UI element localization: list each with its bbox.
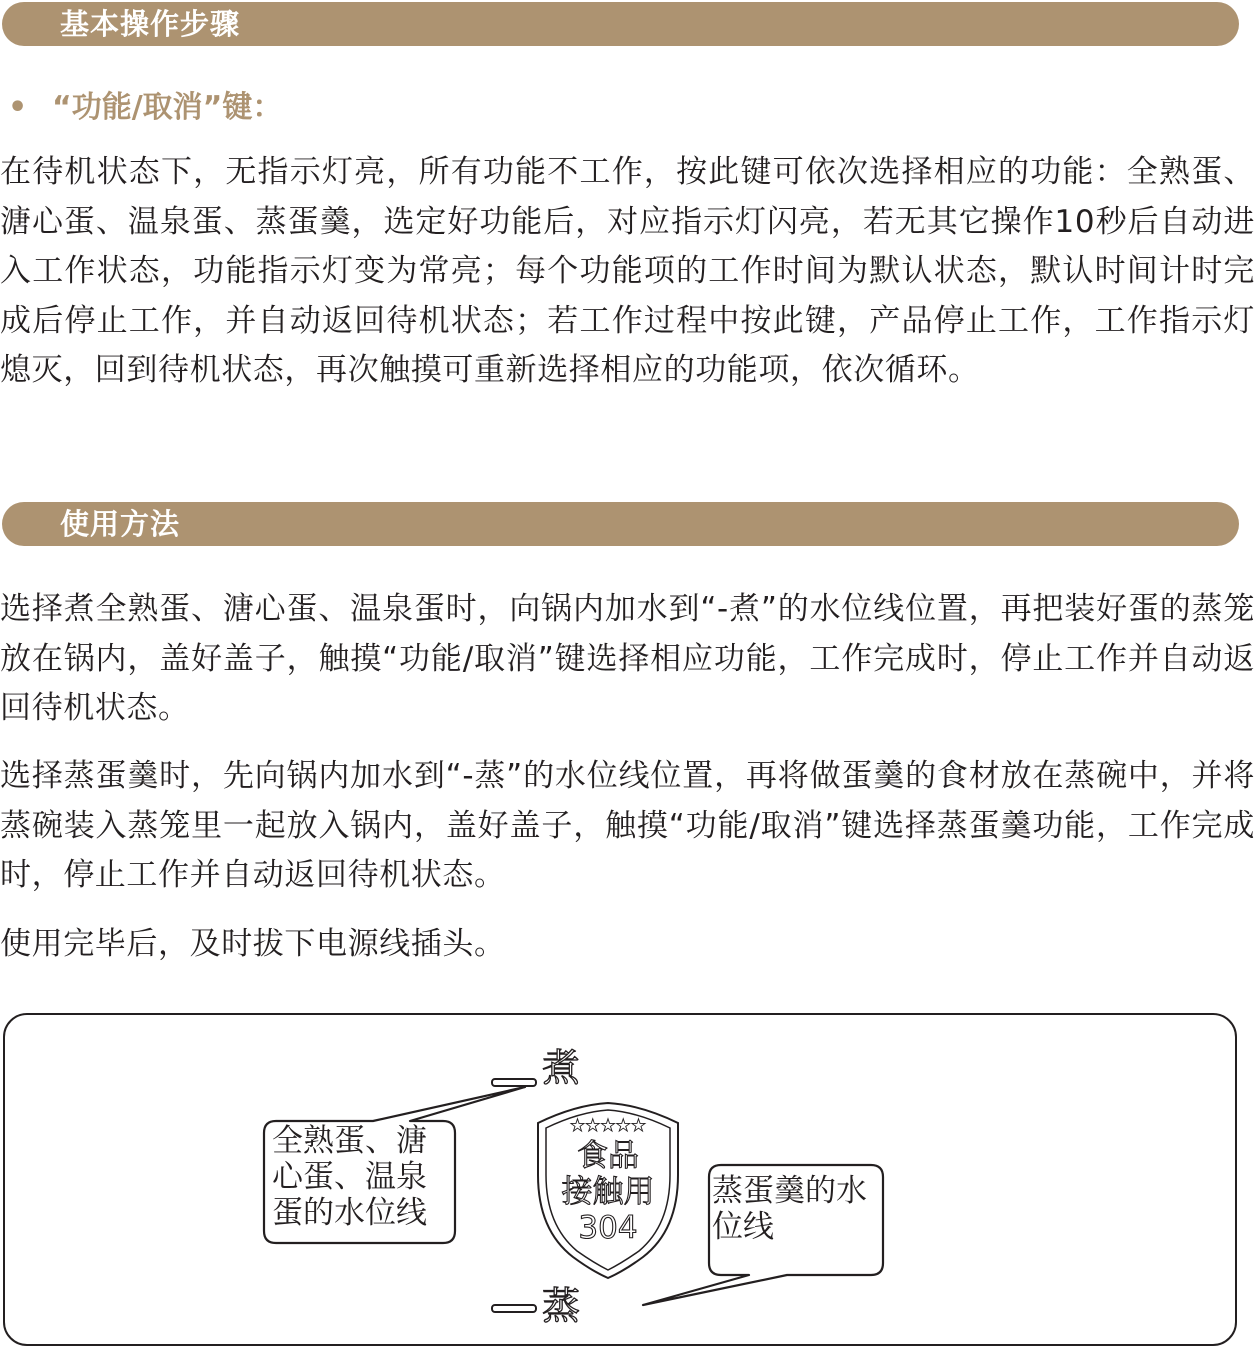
section-header-basic-operation: [2, 2, 1239, 46]
badge-line-contact: 接触用: [561, 1174, 655, 1210]
callout-left-text: 全熟蛋、溏心蛋、温泉蛋的水位线: [272, 1123, 427, 1231]
steam-level-line: [492, 1305, 536, 1312]
boil-level-line: [492, 1079, 536, 1086]
subheading-text: “功能/取消”键：: [52, 90, 283, 125]
water-level-diagram: [3, 1013, 1237, 1346]
usage-paragraph-boil: 选择煮全熟蛋、溏心蛋、温泉蛋时，向锅内加水到“-煮”的水位线位置，再把装好蛋的蒸笼放在锅内，盖好盖子，触摸“功能/取消”键选择相应功能，工作完成时，停止工作并自动返回待机状态。: [0, 591, 1255, 726]
section-header-usage: [2, 502, 1239, 546]
badge-line-304: 304: [578, 1210, 638, 1246]
badge-stars: ★★★★★: [569, 1116, 647, 1136]
operation-paragraph: 在待机状态下，无指示灯亮，所有功能不工作，按此键可依次选择相应的功能：全熟蛋、溏心蛋、温泉蛋、蒸蛋羹，选定好功能后，对应指示灯闪亮，若无其它操作10秒后自动进入工作状态，功能指示灯变为常亮；每个功能项的工作时间为默认状态，默认时间计时完成后停止工作，并自动返回待机状态；若工作过程中按此键，产品停止工作，工作指示灯熄灭，回到待机状态，再次触摸可重新选择相应的功能项，依次循环。: [0, 154, 1255, 388]
usage-paragraph-unplug: 使用完毕后，及时拔下电源线插头。: [0, 926, 506, 962]
bullet-icon: •: [8, 90, 28, 125]
steam-level-label: 蒸: [542, 1284, 581, 1328]
section-title: 使用方法: [60, 507, 181, 541]
badge-line-food: 食品: [577, 1138, 639, 1174]
callout-right-text: 蒸蛋羹的水位线: [712, 1173, 867, 1245]
usage-paragraph-steam: 选择蒸蛋羹时，先向锅内加水到“-蒸”的水位线位置，再将做蛋羹的食材放在蒸碗中，并将蒸碗装入蒸笼里一起放入锅内，盖好盖子，触摸“功能/取消”键选择蒸蛋羹功能，工作完成时，停止工作并自动返回待机状态。: [0, 758, 1255, 893]
function-cancel-key-heading: [8, 82, 282, 126]
section-title: 基本操作步骤: [60, 7, 241, 41]
boil-level-label: 煮: [542, 1046, 581, 1090]
